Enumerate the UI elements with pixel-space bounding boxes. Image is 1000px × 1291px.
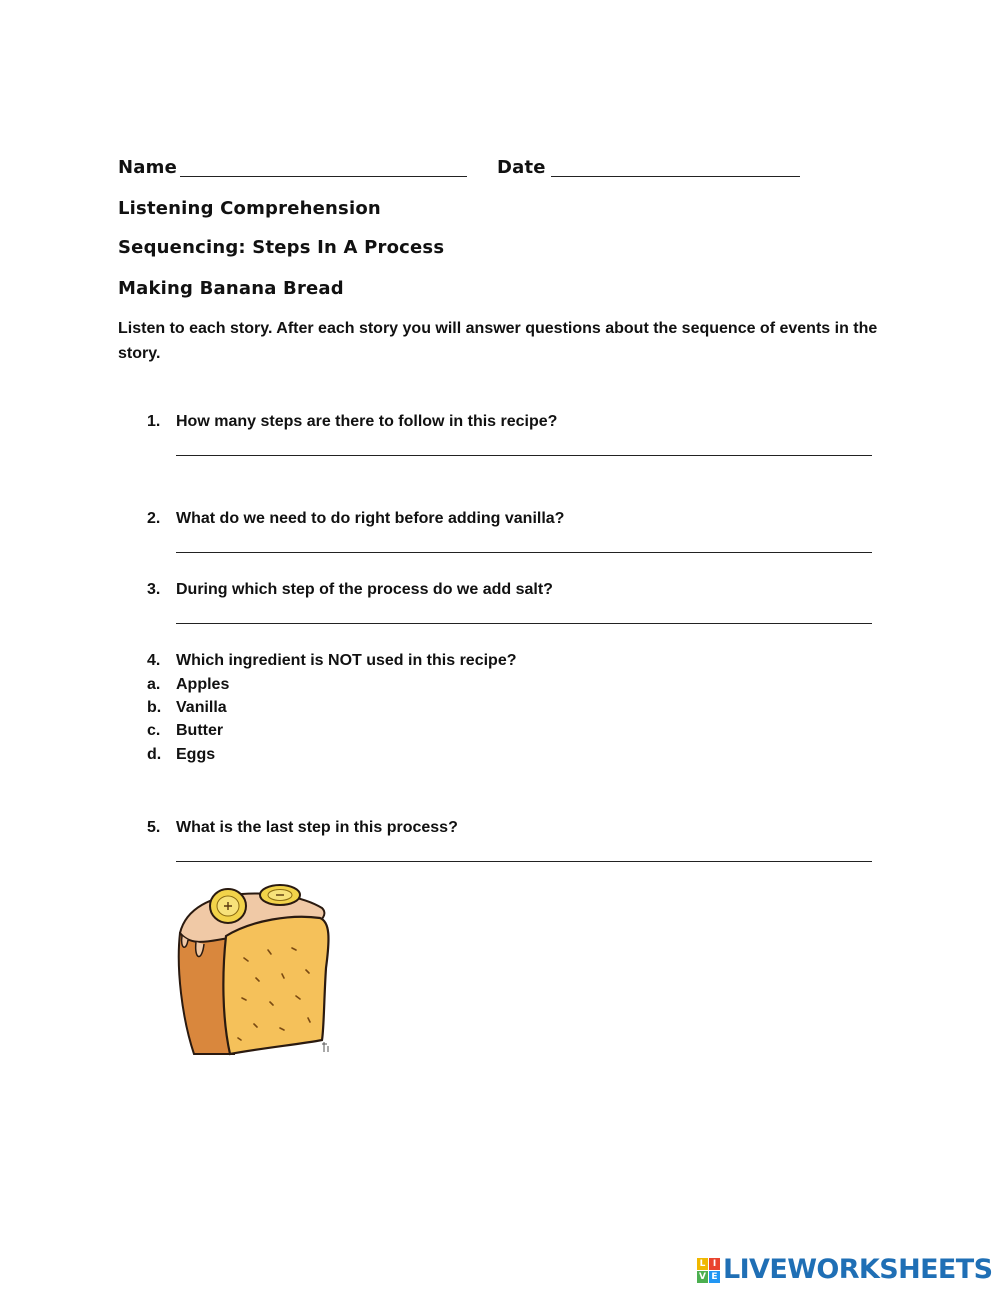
option-letter: d. (147, 746, 162, 763)
answer-line-5[interactable] (176, 843, 872, 862)
logo-tile: I (709, 1258, 720, 1270)
title-listening: Listening Comprehension (118, 198, 381, 219)
logo-text: LIVEWORKSHEETS (723, 1254, 993, 1285)
instructions-line-1: Listen to each story. After each story you will answer questions about the sequence of events in the (118, 320, 878, 337)
title-sequencing: Sequencing: Steps In A Process (118, 237, 445, 258)
answer-line-3[interactable] (176, 605, 872, 624)
banana-bread-illustration (172, 878, 337, 1058)
banana-slice (260, 885, 300, 905)
date-label: Date (497, 157, 546, 178)
question-number: 4. (147, 652, 161, 669)
logo-tile: V (697, 1271, 708, 1283)
name-field[interactable] (180, 158, 467, 177)
option-letter: c. (147, 722, 161, 739)
instructions (118, 316, 898, 366)
question-text: What do we need to do right before adding vanilla? (176, 510, 565, 527)
date-field[interactable] (551, 158, 800, 177)
name-label: Name (118, 157, 177, 178)
liveworksheets-logo[interactable] (697, 1256, 992, 1284)
question-text: During which step of the process do we add salt? (176, 581, 553, 598)
question-text: Which ingredient is NOT used in this recipe? (176, 652, 517, 669)
title-topic: Making Banana Bread (118, 278, 344, 299)
option-letter: a. (147, 676, 161, 693)
answer-line-1[interactable] (176, 437, 872, 456)
question-number: 3. (147, 581, 161, 598)
option-text: Apples (176, 676, 230, 693)
question-number: 1. (147, 413, 161, 430)
banana-slice (210, 889, 246, 923)
option-letter: b. (147, 699, 162, 716)
question-text: How many steps are there to follow in this recipe? (176, 413, 558, 430)
question-number: 2. (147, 510, 161, 527)
logo-tiles (697, 1258, 720, 1283)
question-text: What is the last step in this process? (176, 819, 458, 836)
option-text: Eggs (176, 746, 216, 763)
instructions-line-2: story. (118, 345, 161, 362)
option-text: Butter (176, 722, 224, 739)
logo-tile: E (709, 1271, 720, 1283)
answer-line-2[interactable] (176, 534, 872, 553)
logo-tile: L (697, 1258, 708, 1270)
option-text: Vanilla (176, 699, 227, 716)
question-number: 5. (147, 819, 161, 836)
